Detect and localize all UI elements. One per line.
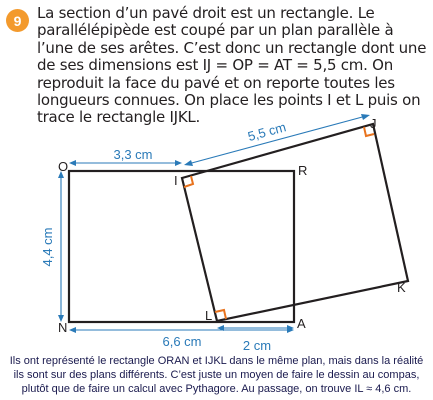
- explanation-caption: Ils ont représenté le rectangle ORAN et IJKL dans le même plan, mais dans la réalité ils sont sur des plans différents. C’est juste un moyen de faire le dessin au compas, plutôt que de faire un calcul avec Pythagore. Au passage, on trouve IL ≈ 4,6 cm.: [9, 355, 424, 395]
- measure-la: [217, 325, 294, 353]
- measure-oi-label: 3,3 cm: [113, 147, 153, 162]
- measure-on: [40, 171, 64, 322]
- point-i-label: I: [174, 173, 178, 188]
- point-j-label: J: [370, 116, 377, 131]
- point-l-label: L: [205, 308, 213, 323]
- measure-la-label: 2 cm: [242, 338, 272, 353]
- point-k-label: K: [397, 280, 406, 295]
- point-o-label: O: [58, 159, 69, 174]
- point-a-label: A: [297, 316, 306, 331]
- measure-on-label: 4,4 cm: [40, 227, 55, 267]
- exercise-statement: La section d’un pavé droit est un rectangle. Le parallélépipède est coupé par un plan parallèle à l’une de ses arêtes. C’est donc un rectangle dont une de ses dimensions est IJ = OP = AT = 5,5 cm. On reproduit la face du pavé et on reporte toutes les longueurs connues. On place les points I et L puis on trace le rectangle IJKL.: [37, 4, 427, 127]
- measure-ij: [184, 114, 370, 166]
- measure-ij-label: 5,5 cm: [246, 119, 288, 145]
- point-n-label: N: [58, 320, 68, 335]
- measure-na-label: 6,6 cm: [162, 334, 202, 349]
- exercise-number-badge: 9: [6, 9, 29, 32]
- rectangle-oran: [69, 171, 294, 322]
- point-r-label: R: [298, 163, 308, 178]
- measure-oi: [69, 147, 182, 166]
